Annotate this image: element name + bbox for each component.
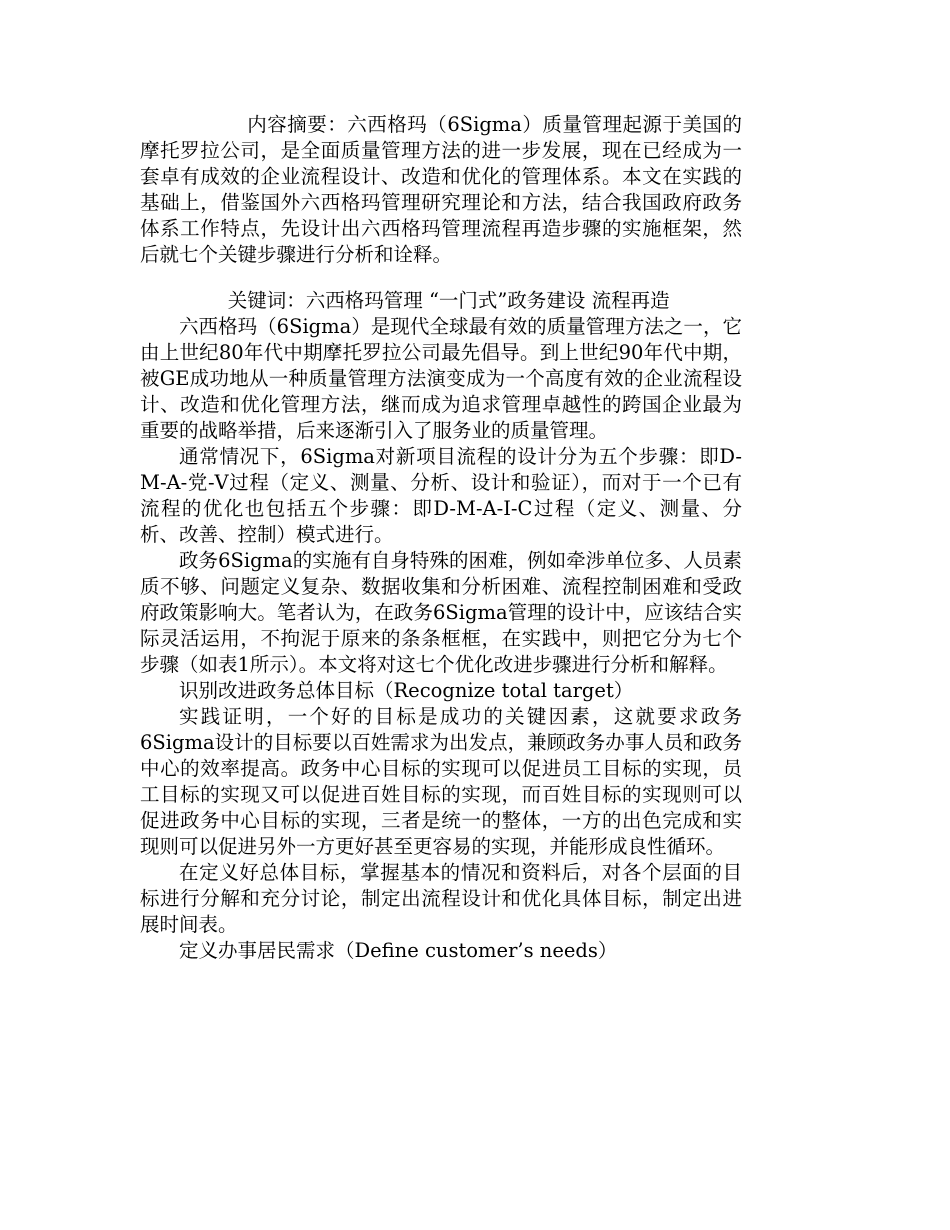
keywords-paragraph: 关键词：六西格玛管理 “一门式”政务建设 流程再造 [227, 289, 670, 312]
abstract-paragraph: 内容摘要：六西格玛（6Sigma）质量管理起源于美国的摩托罗拉公司，是全面质量管理方法的进一步发展，现在已经成为一套卓有成效的企业流程设计、改造和优化的管理体系。本文在实践的基础上，借鉴国外六西格玛管理研究理论和方法，结合我国政府政务体系工作特点，先设计出六西格玛管理流程再造步骤的实施框架，然后就七个关键步骤进行分析和诠释。 [140, 113, 742, 266]
body-paragraph-difficulties: 政务6Sigma的实施有自身特殊的困难，例如牵涉单位多、人员素质不够、问题定义复杂、数据收集和分析困难、流程控制困难和受政府政策影响大。笔者认为，在政务6Sigma管理的设计中，应该结合实际灵活运用，不拘泥于原来的条条框框，在实践中，则把它分为七个步骤（如表1所示）。本文将对这七个优化改进步骤进行分析和解释。 [140, 549, 742, 676]
document-page [140, 112, 742, 964]
body-paragraph-dmadv: 通常情况下，6Sigma对新项目流程的设计分为五个步骤：即D-M-A-党-V过程（定义、测量、分析、设计和验证），而对于一个已有流程的优化也包括五个步骤：即D-M-A-I-C过程（定义、测量、分析、改善、控制）模式进行。 [140, 445, 742, 546]
body-paragraph-intro: 六西格玛（6Sigma）是现代全球最有效的质量管理方法之一，它由上世纪80年代中期摩托罗拉公司最先倡导。到上世纪90年代中期，被GE成功地从一种质量管理方法演变成为一个高度有效的企业流程设计、改造和优化管理方法，继而成为追求管理卓越性的跨国企业最为重要的战略举措，后来逐渐引入了服务业的质量管理。 [140, 315, 742, 442]
section-heading-define-needs: 定义办事居民需求（Define customer’s needs） [179, 939, 618, 962]
body-paragraph-target: 实践证明，一个好的目标是成功的关键因素，这就要求政务6Sigma设计的目标要以百姓需求为出发点，兼顾政务办事人员和政务中心的效率提高。政务中心目标的实现可以促进员工目标的实现，员工目标的实现又可以促进百姓目标的实现，而百姓目标的实现则可以促进政务中心目标的实现，三者是统一的整体，一方的出色完成和实现则可以促进另外一方更好甚至更容易的实现，并能形成良性循环。 [140, 705, 742, 858]
section-heading-recognize-target: 识别改进政务总体目标（Recognize total target） [179, 679, 634, 702]
body-paragraph-timeline: 在定义好总体目标，掌握基本的情况和资料后，对各个层面的目标进行分解和充分讨论，制定出流程设计和优化具体目标，制定出进展时间表。 [140, 861, 742, 936]
